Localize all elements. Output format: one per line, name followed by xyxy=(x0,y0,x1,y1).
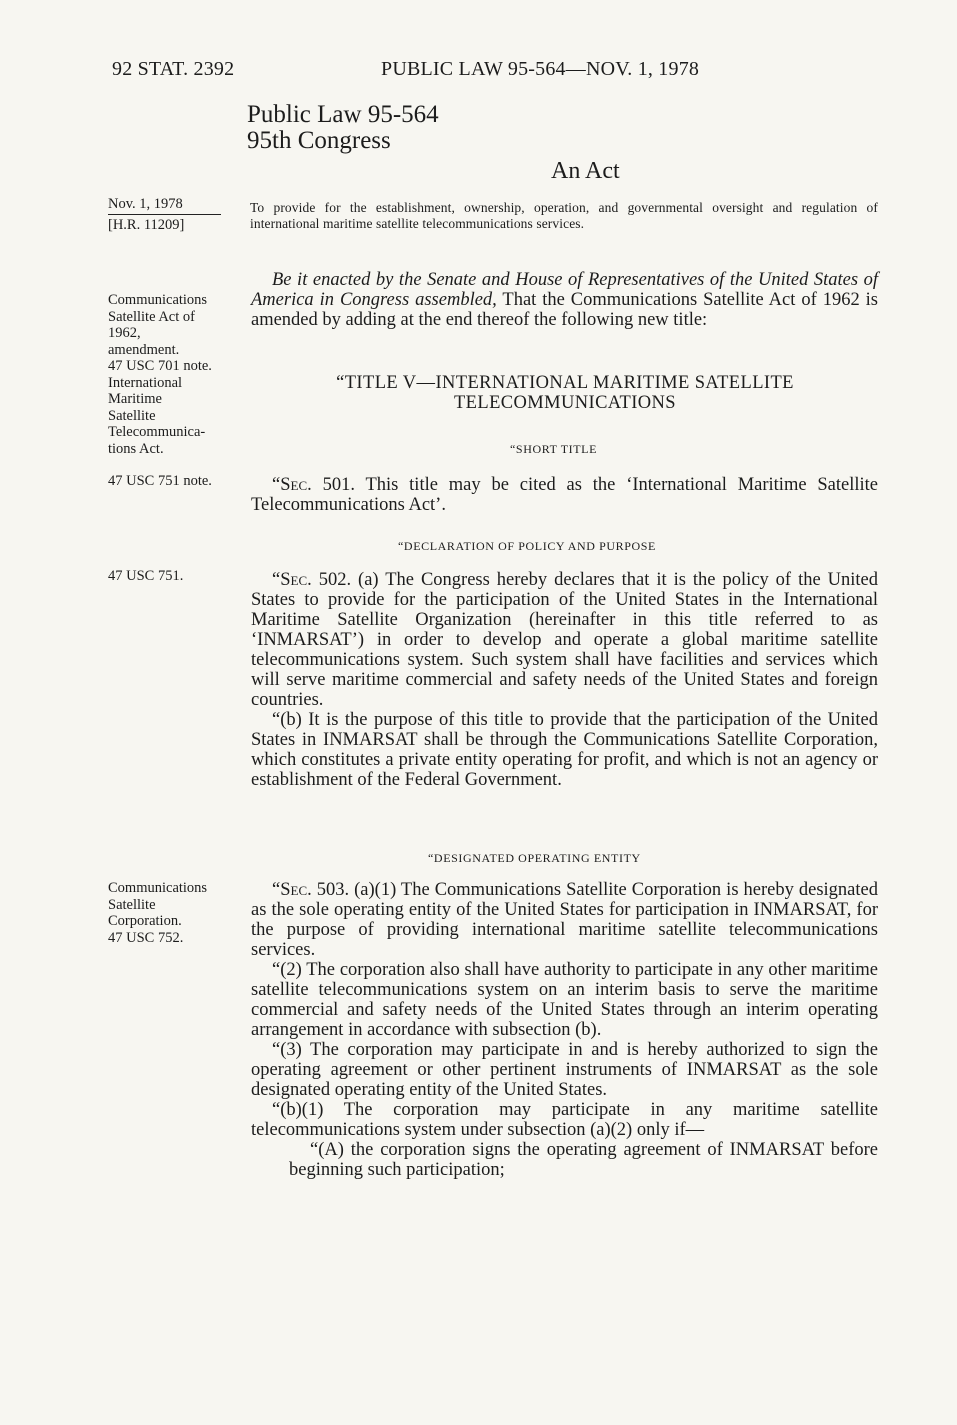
margin-note-amendment xyxy=(108,292,248,457)
margin-line: tions Act. xyxy=(108,440,164,457)
margin-line: Communications xyxy=(108,880,208,896)
margin-line: 1962, xyxy=(108,325,141,341)
paragraph-b1-A: “(A) the corporation signs the operating agreement of INMARSAT before beginning such participation; xyxy=(289,1140,878,1180)
margin-date: Nov. 1, 1978 xyxy=(108,196,221,215)
margin-note-751: 47 USC 751. xyxy=(108,568,184,584)
section-503 xyxy=(251,880,878,1180)
paragraph-a1: 503. (a)(1) The Communications Satellite Corporation is hereby designated as the sole operating entity of the United States for participation in INMARSAT, for the purpose of providing international maritime satellite telecommunications services. xyxy=(251,880,878,960)
section-502 xyxy=(251,570,878,790)
running-header: PUBLIC LAW 95-564—NOV. 1, 1978 xyxy=(381,58,700,80)
section-heading-designated-entity: “DESIGNATED OPERATING ENTITY xyxy=(428,851,641,865)
margin-line: Satellite xyxy=(108,407,156,424)
paragraph-b1: “(b)(1) The corporation may participate in any maritime satellite telecommunications system under subsection (a)(2) only if— xyxy=(251,1100,878,1140)
enacting-text: That the Communications Satellite Act of 1962 is amended by adding at the end thereof the following new title: xyxy=(251,290,878,330)
margin-note-751-note: 47 USC 751 note. xyxy=(108,473,212,489)
enacting-clause xyxy=(251,270,878,330)
margin-line: Maritime xyxy=(108,391,162,407)
paragraph-a3: “(3) The corporation may participate in and is hereby authorized to sign the operating agreement or other pertinent instruments of INMARSAT as the sole designated operating entity of the United States. xyxy=(251,1040,878,1100)
margin-line: Satellite Act of xyxy=(108,308,195,325)
congress: 95th Congress xyxy=(247,127,391,154)
margin-line: amendment. xyxy=(108,341,180,358)
margin-line: Communications xyxy=(108,292,208,308)
section-label: “Sec. xyxy=(272,475,312,495)
act-purpose: To provide for the establishment, ownership, operation, and governmental oversight and regulation of international maritime satellite telecommunications services. xyxy=(250,200,878,231)
margin-note-corporation xyxy=(108,880,228,946)
title-heading xyxy=(245,373,885,413)
title-line: “TITLE V—INTERNATIONAL MARITIME SATELLITE xyxy=(336,373,794,393)
paragraph-a2: “(2) The corporation also shall have authority to participate in any other maritime satellite telecommunications system on an interim basis to serve the maritime commercial and safety needs of the United States through an interim operating arrangement in accordance with subsection (b). xyxy=(251,960,878,1040)
section-heading-short-title: “SHORT TITLE xyxy=(510,442,598,456)
margin-line: Satellite xyxy=(108,896,156,913)
margin-bill-number: [H.R. 11209] xyxy=(108,217,185,233)
margin-line: Corporation. xyxy=(108,913,182,929)
section-label: “Sec. xyxy=(272,880,312,900)
title-line: TELECOMMUNICATIONS xyxy=(453,393,676,413)
section-heading-policy: “DECLARATION OF POLICY AND PURPOSE xyxy=(398,539,656,553)
act-title: An Act xyxy=(551,158,620,184)
paragraph-b: “(b) It is the purpose of this title to provide that the participation of the United States in INMARSAT shall be through the Communications Satellite Corporation, which constitutes a private entity operating for profit, and which is not an agency or establishment of the Federal Government. xyxy=(251,710,878,790)
section-501 xyxy=(251,475,878,515)
margin-line: International xyxy=(108,374,183,391)
section-label: “Sec. xyxy=(272,570,312,590)
page-number: 92 STAT. 2392 xyxy=(112,58,235,80)
paragraph-a: 502. (a) The Congress hereby declares that it is the policy of the United States to provide for the participation of the United States in the International Maritime Satellite Organization (hereinafter in this title referred to as ‘INMARSAT’) in order to develop and operate a global maritime satellite telecommunications system. Such system shall have facilities and services which will serve maritime commercial and safety needs of the United States and foreign countries. xyxy=(251,570,878,710)
margin-line: 47 USC 752. xyxy=(108,929,184,946)
margin-line: Telecommunica- xyxy=(108,424,206,440)
enacting-formula: Be it enacted by the Senate and House of Representatives of the United States of America in Congress assembled, xyxy=(251,270,878,310)
law-title xyxy=(247,102,439,154)
section-text: 501. This title may be cited as the ‘International Maritime Satellite Telecommunications Act’. xyxy=(251,475,878,515)
law-number: Public Law 95-564 xyxy=(247,101,439,128)
margin-line: 47 USC 701 note. xyxy=(108,358,212,374)
